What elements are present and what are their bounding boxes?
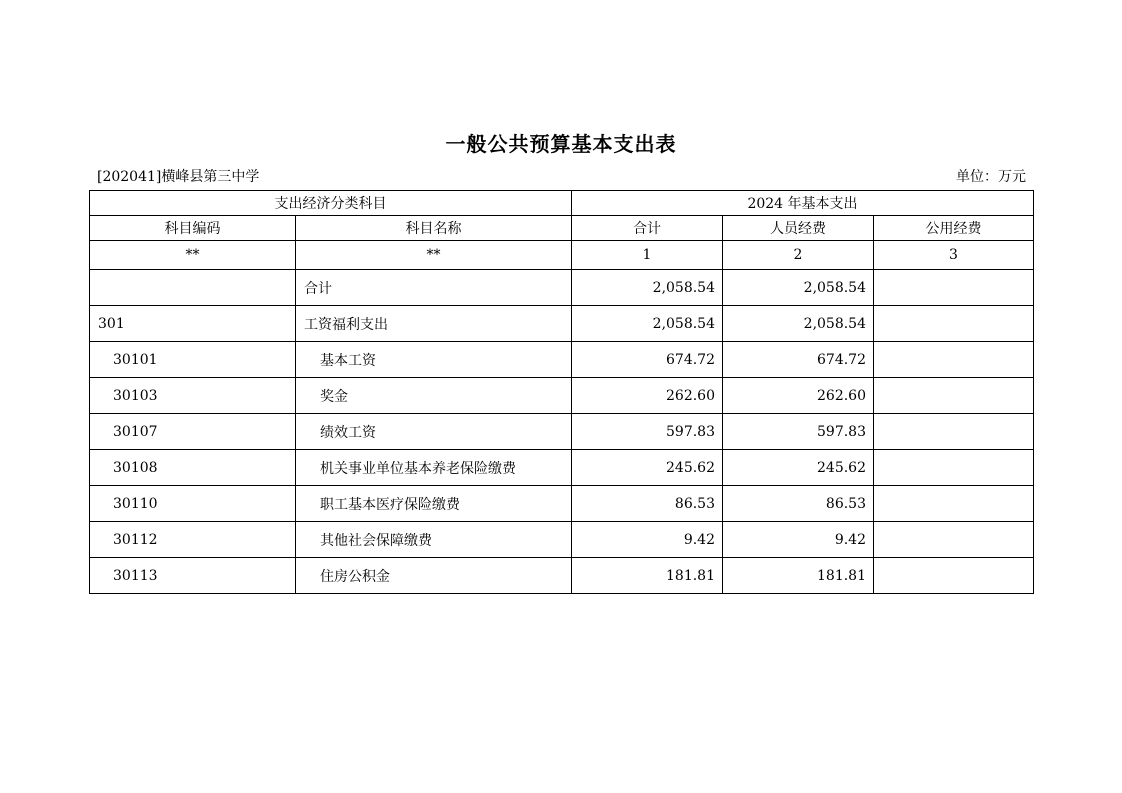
table-row	[90, 270, 1034, 306]
table-row	[90, 306, 1034, 342]
row-personnel: 597.83	[723, 414, 874, 450]
row-personnel: 245.62	[723, 450, 874, 486]
index-public: 3	[874, 241, 1034, 270]
header-economic-classification: 支出经济分类科目	[90, 191, 572, 216]
row-public	[874, 270, 1034, 306]
table-row	[90, 558, 1034, 594]
row-name: 其他社会保障缴费	[296, 522, 572, 558]
row-code: 30107	[90, 414, 296, 450]
row-public	[874, 306, 1034, 342]
header-name: 科目名称	[296, 216, 572, 241]
row-personnel: 86.53	[723, 486, 874, 522]
row-public	[874, 414, 1034, 450]
row-code: 30108	[90, 450, 296, 486]
row-name: 工资福利支出	[296, 306, 572, 342]
row-personnel: 181.81	[723, 558, 874, 594]
header-personnel: 人员经费	[723, 216, 874, 241]
table-row	[90, 378, 1034, 414]
row-name: 住房公积金	[296, 558, 572, 594]
row-public	[874, 558, 1034, 594]
row-name: 基本工资	[296, 342, 572, 378]
row-code: 30101	[90, 342, 296, 378]
row-total: 9.42	[572, 522, 723, 558]
row-personnel: 262.60	[723, 378, 874, 414]
index-personnel: 2	[723, 241, 874, 270]
row-total: 181.81	[572, 558, 723, 594]
organization-label: [202041]横峰县第三中学	[97, 169, 260, 185]
row-code: 301	[90, 306, 296, 342]
row-code: 30112	[90, 522, 296, 558]
row-public	[874, 450, 1034, 486]
row-name: 绩效工资	[296, 414, 572, 450]
row-total: 597.83	[572, 414, 723, 450]
table-row	[90, 342, 1034, 378]
row-code: 30110	[90, 486, 296, 522]
row-public	[874, 486, 1034, 522]
row-code	[90, 270, 296, 306]
table-row	[90, 522, 1034, 558]
row-personnel: 674.72	[723, 342, 874, 378]
row-name: 机关事业单位基本养老保险缴费	[296, 450, 572, 486]
row-code: 30113	[90, 558, 296, 594]
row-total: 245.62	[572, 450, 723, 486]
index-name: **	[296, 241, 572, 270]
row-personnel: 9.42	[723, 522, 874, 558]
index-code: **	[90, 241, 296, 270]
row-public	[874, 342, 1034, 378]
table-row	[90, 414, 1034, 450]
row-total: 86.53	[572, 486, 723, 522]
row-name: 合计	[296, 270, 572, 306]
page-title: 一般公共预算基本支出表	[445, 132, 677, 156]
row-name: 职工基本医疗保险缴费	[296, 486, 572, 522]
header-total: 合计	[572, 216, 723, 241]
header-code: 科目编码	[90, 216, 296, 241]
row-public	[874, 522, 1034, 558]
index-total: 1	[572, 241, 723, 270]
row-code: 30103	[90, 378, 296, 414]
budget-table	[89, 190, 1034, 594]
row-name: 奖金	[296, 378, 572, 414]
unit-label: 单位：万元	[956, 169, 1026, 185]
row-personnel: 2,058.54	[723, 270, 874, 306]
row-total: 2,058.54	[572, 306, 723, 342]
row-public	[874, 378, 1034, 414]
row-personnel: 2,058.54	[723, 306, 874, 342]
header-basic-expenditure: 2024 年基本支出	[572, 191, 1034, 216]
row-total: 2,058.54	[572, 270, 723, 306]
row-total: 262.60	[572, 378, 723, 414]
table-row	[90, 450, 1034, 486]
row-total: 674.72	[572, 342, 723, 378]
table-row	[90, 486, 1034, 522]
header-public: 公用经费	[874, 216, 1034, 241]
